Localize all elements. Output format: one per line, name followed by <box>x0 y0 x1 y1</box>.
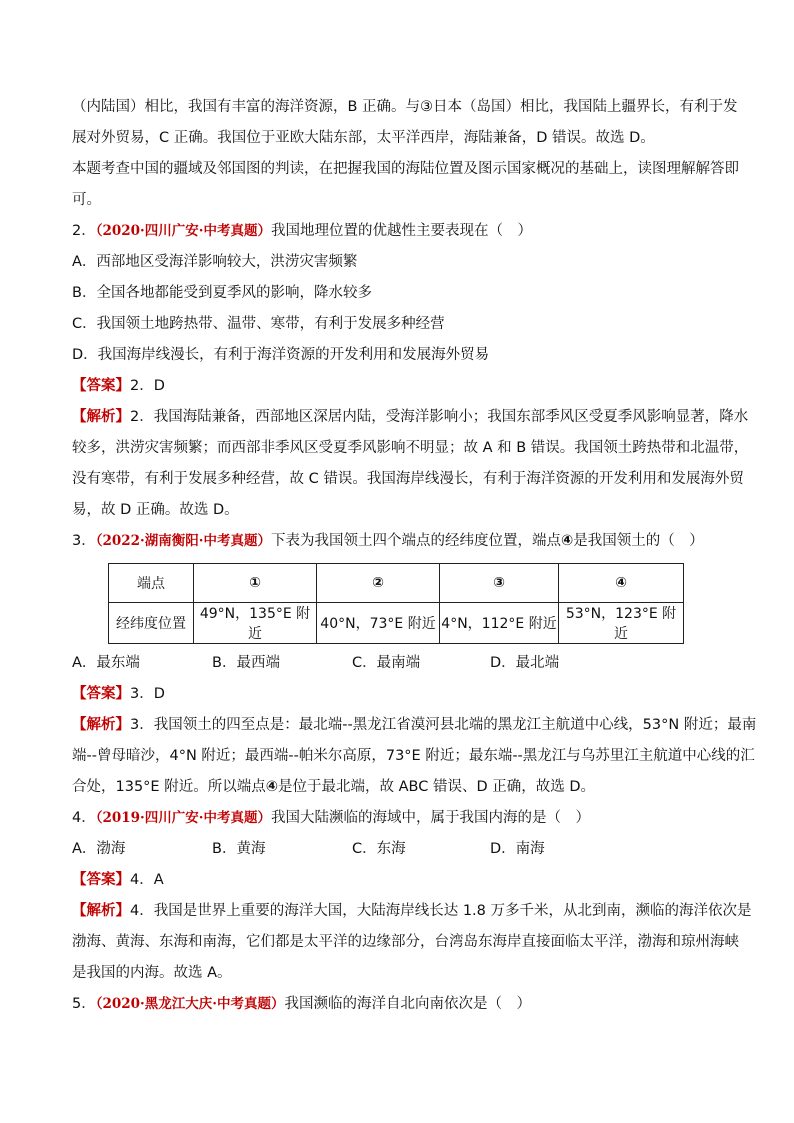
analysis-line: 是我国的内海。故选 A。 <box>72 965 232 981</box>
table-cell: 40°N，73°E 附近 <box>317 603 440 644</box>
question-source: （2020·四川广安·中考真题） <box>95 223 271 239</box>
analysis-text: 合处，135°E 附近。所以端点 <box>72 779 266 795</box>
table-header-cell: ① <box>194 564 317 603</box>
answer-label: 【答案】 <box>72 872 130 888</box>
analysis-label: 【解析】 <box>72 903 130 919</box>
question-number: 4． <box>72 810 96 826</box>
analysis-text: 2．我国海陆兼备，西部地区深居内陆，受海洋影响小；我国东部季风区受夏季风影响显著，降水 <box>130 409 749 425</box>
question-3-stem <box>72 526 726 557</box>
question-5-stem <box>72 989 726 1020</box>
answer-label: 【答案】 <box>72 686 130 702</box>
question-source: （2019·四川广安·中考真题） <box>95 810 271 826</box>
table-cell: 49°N，135°E 附近 <box>194 603 317 644</box>
option-a: A．西部地区受海洋影响较大，洪涝灾害频繁 <box>72 254 358 270</box>
table-header-cell: ④ <box>559 564 684 603</box>
answer-line <box>72 865 726 896</box>
answer-value: 2．D <box>130 378 165 394</box>
question-source: （2022·湖南衡阳·中考真题） <box>95 533 271 549</box>
option-a: A．最东端 <box>72 655 140 671</box>
option-b: B．最西端 <box>212 655 280 671</box>
option-d: D．南海 <box>490 841 545 857</box>
answer-value: 3．D <box>130 686 165 702</box>
option-c: C．东海 <box>352 841 406 857</box>
option-b: B．全国各地都能受到夏季风的影响，降水较多 <box>72 285 372 301</box>
intro-line: 本题考查中国的疆域及邻国图的判读，在把握我国的海陆位置及图示国家概况的基础上，读图理解解答即 <box>72 161 739 177</box>
question-text: 下表为我国领土四个端点的经纬度位置，端点 <box>270 533 561 549</box>
document-page <box>72 92 757 1020</box>
options-row <box>72 834 726 865</box>
coordinates-table <box>108 563 684 644</box>
option-c: C．最南端 <box>352 655 421 671</box>
answer-line <box>72 371 726 402</box>
question-source: （2020·黑龙江大庆·中考真题） <box>95 996 285 1012</box>
intro-line: （内陆国）相比，我国有丰富的海洋资源，B 正确。与③日本（岛国）相比，我国陆上疆界长，有利于发 <box>72 99 738 115</box>
table-cell: 4°N，112°E 附近 <box>440 603 559 644</box>
option-d: D．我国海岸线漫长，有利于海洋资源的开发利用和发展海外贸易 <box>72 347 490 363</box>
option-a: A．渤海 <box>72 841 126 857</box>
question-number: 5． <box>72 996 96 1012</box>
question-text: 我国地理位置的优越性主要表现在（ ） <box>270 223 532 239</box>
question-text: 我国濒临的海洋自北向南依次是（ ） <box>284 996 531 1012</box>
question-number: 3． <box>72 533 96 549</box>
analysis-line <box>72 402 749 433</box>
analysis-line: 没有寒带，有利于发展多种经营，故 C 错误。我国海岸线漫长，有利于海洋资源的开发利用和发展海外贸 <box>72 471 744 487</box>
option-b: B．黄海 <box>212 841 266 857</box>
table-header-cell: ② <box>317 564 440 603</box>
question-number: 2． <box>72 223 96 239</box>
analysis-text: 3．我国领土的四至点是：最北端--黑龙江省漠河县北端的黑龙江主航道中心线，53°N 附近；最南 <box>130 717 757 733</box>
analysis-line <box>72 896 752 927</box>
circled-number: ④ <box>265 779 278 795</box>
intro-line: 可。 <box>72 192 101 208</box>
analysis-line <box>72 710 757 741</box>
question-2-stem <box>72 216 726 247</box>
table-row <box>109 603 684 644</box>
analysis-label: 【解析】 <box>72 409 130 425</box>
analysis-line: 渤海、黄海、东海和南海，它们都是太平洋的边缘部分，台湾岛东海岸直接面临太平洋，渤海和琼州海峡 <box>72 934 739 950</box>
analysis-text: 是位于最北端，故 ABC 错误、D 正确，故选 D。 <box>277 779 595 795</box>
circled-number: ④ <box>560 533 574 549</box>
analysis-line: 较多，洪涝灾害频繁；而西部非季风区受夏季风影响不明显；故 A 和 B 错误。我国领土跨热带和北温带， <box>72 440 749 456</box>
question-4-stem <box>72 803 726 834</box>
answer-label: 【答案】 <box>72 378 130 394</box>
table-cell: 53°N，123°E 附近 <box>559 603 684 644</box>
question-text: 是我国领土的（ ） <box>573 533 704 549</box>
answer-value: 4．A <box>130 872 164 888</box>
analysis-text: 4．我国是世界上重要的海洋大国，大陆海岸线长达 1.8 万多千米，从北到南，濒临的海洋依次是 <box>130 903 752 919</box>
analysis-line: 易，故 D 正确。故选 D。 <box>72 502 239 518</box>
analysis-line <box>72 772 726 803</box>
answer-line <box>72 679 726 710</box>
table-header-row <box>109 564 684 603</box>
options-row <box>72 648 726 679</box>
question-text: 我国大陆濒临的海域中，属于我国内海的是（ ） <box>270 810 590 826</box>
intro-line: 展对外贸易，C 正确。我国位于亚欧大陆东部，太平洋西岸，海陆兼备，D 错误。故选 D。 <box>72 130 655 146</box>
table-header-cell: ③ <box>440 564 559 603</box>
analysis-line: 端--曾母暗沙，4°N 附近；最西端--帕米尔高原，73°E 附近；最东端--黑龙江与乌苏里江主航道中心线的汇 <box>72 748 755 764</box>
table-cell: 经纬度位置 <box>109 603 194 644</box>
option-c: C．我国领土地跨热带、温带、寒带，有利于发展多种经营 <box>72 316 445 332</box>
table-header-cell: 端点 <box>109 564 194 603</box>
analysis-label: 【解析】 <box>72 717 130 733</box>
option-d: D．最北端 <box>490 655 560 671</box>
